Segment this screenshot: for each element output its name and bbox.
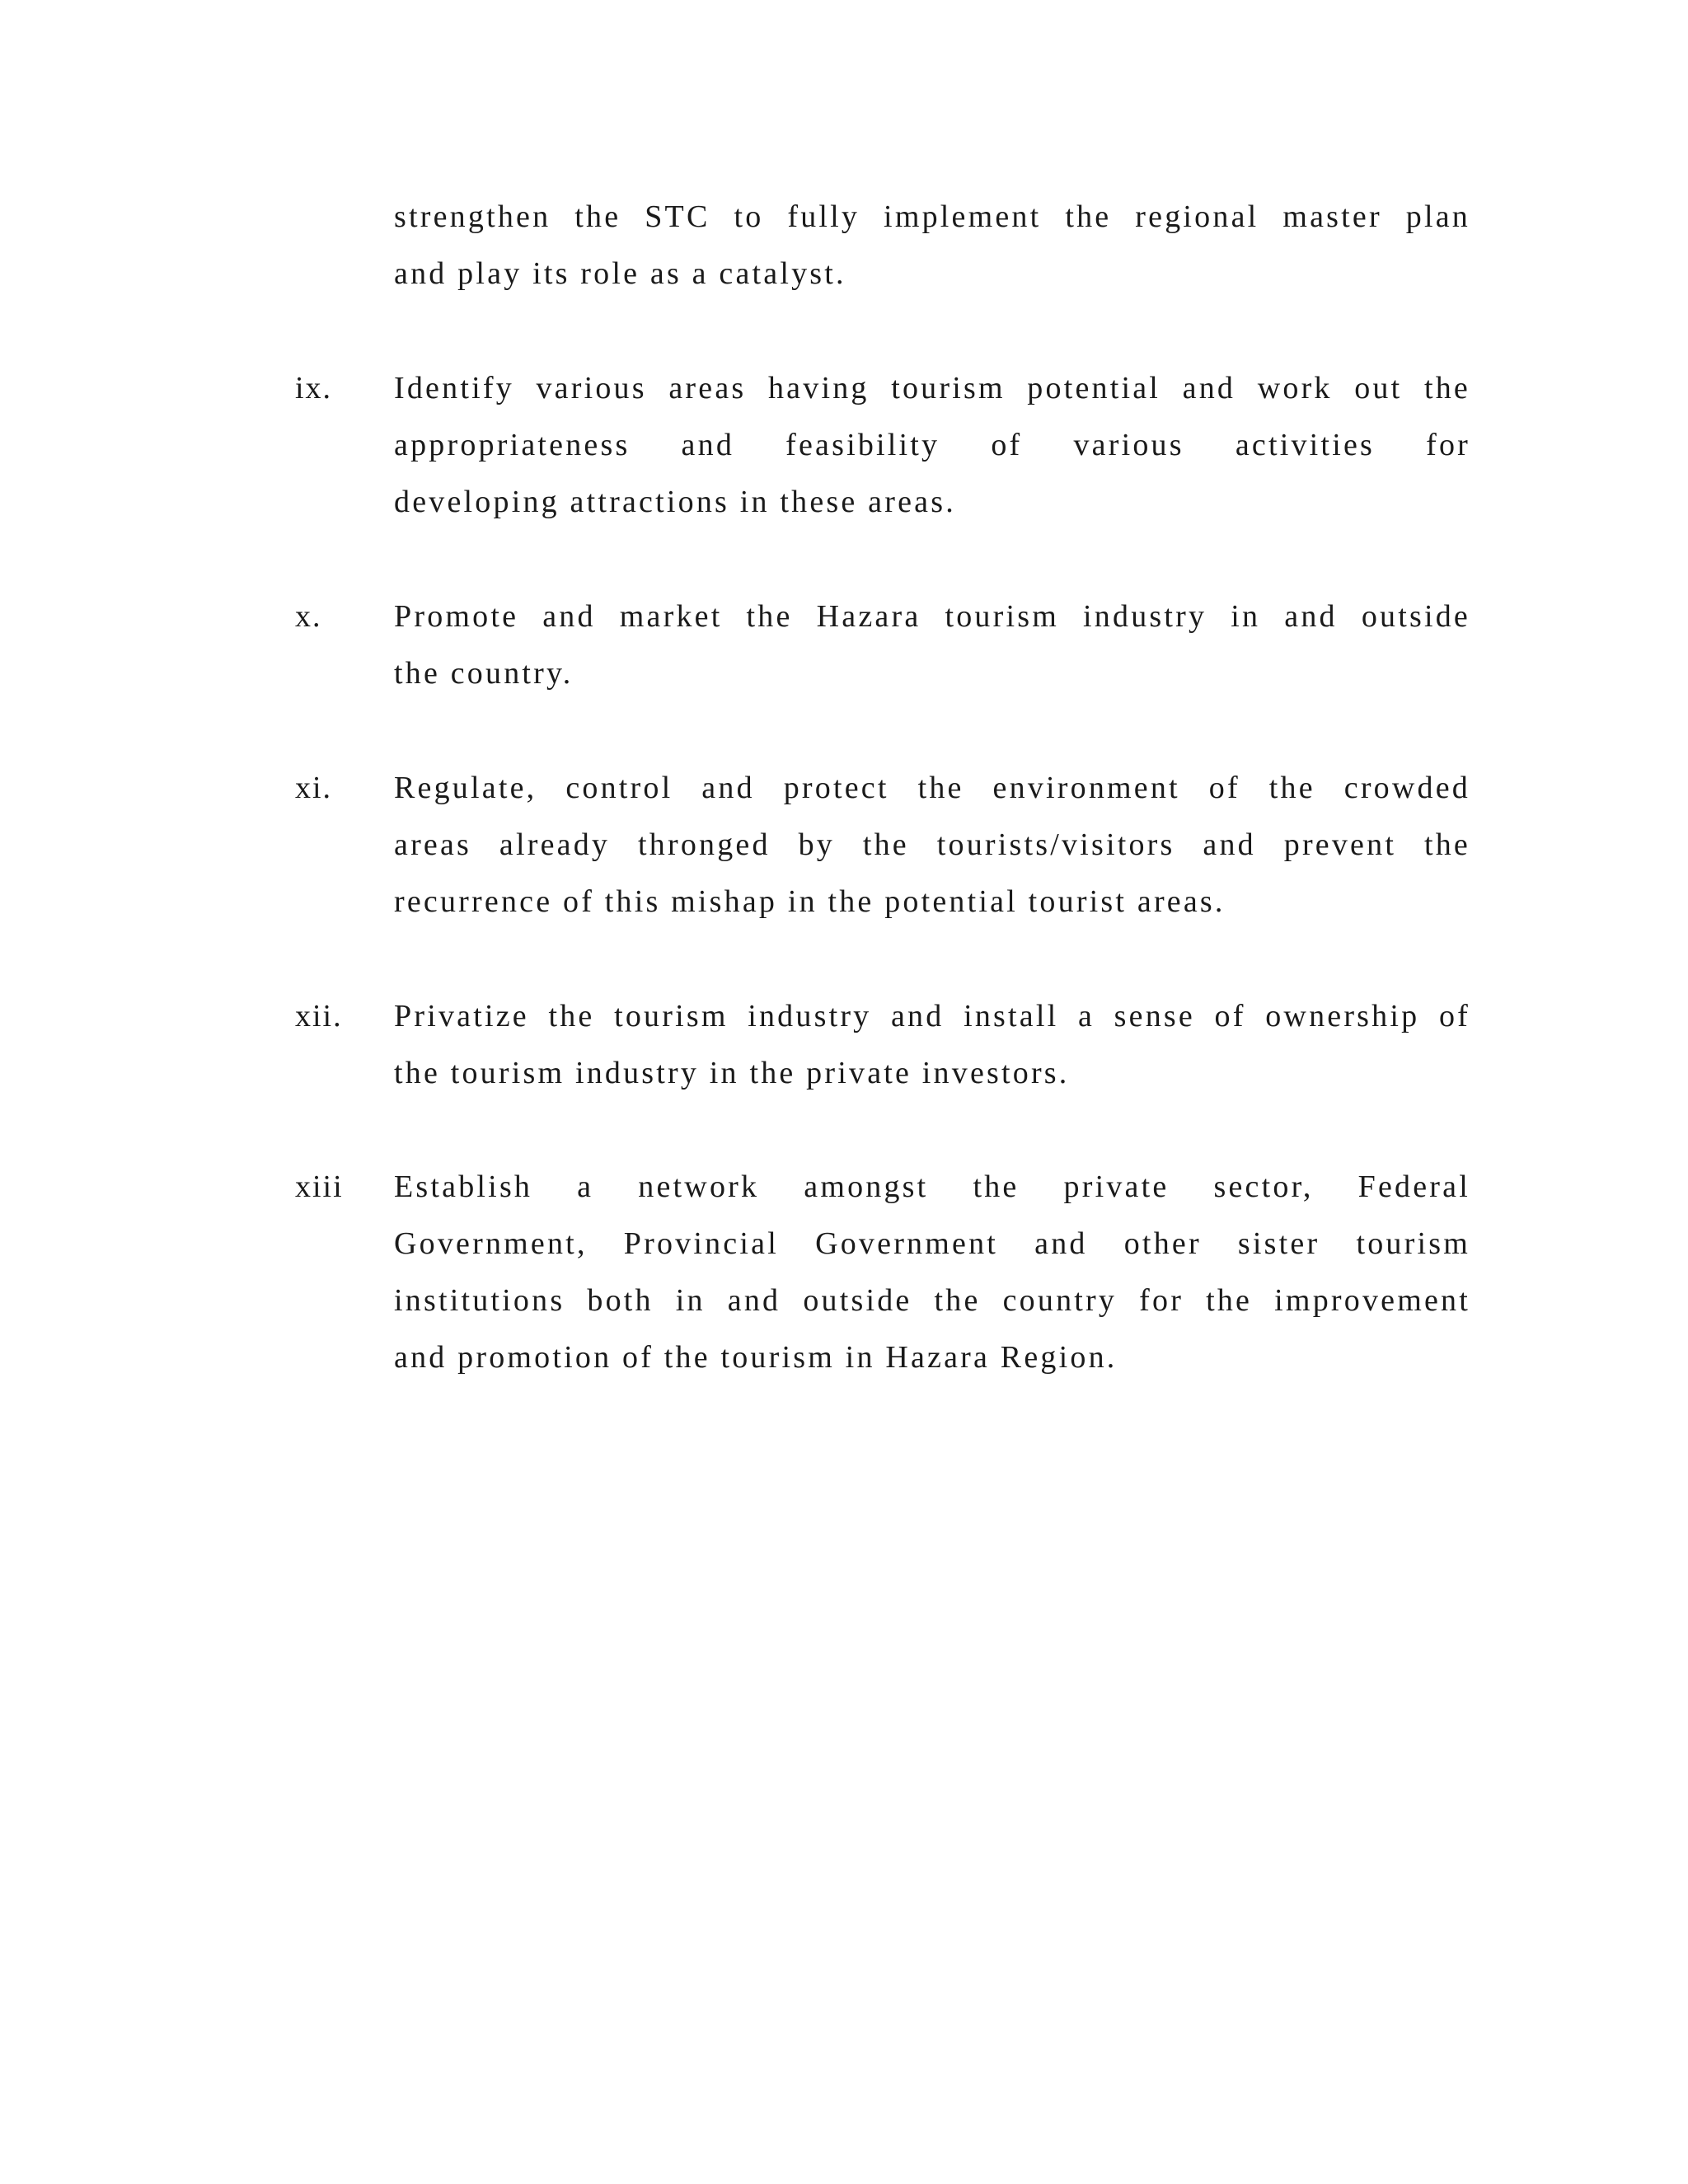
item-xi-line-2: areas already thronged by the tourists/visitors and prevent the <box>394 827 1470 862</box>
item-marker-xi: xi. <box>295 771 333 805</box>
item-ix-line-2: appropriateness and feasibility of various activities for <box>394 428 1470 462</box>
continuation-line-1: strengthen the STC to fully implement the regional master plan <box>394 199 1470 234</box>
item-xiii-line-2: Government, Provincial Government and other sister tourism <box>394 1226 1470 1261</box>
item-x-line-1: Promote and market the Hazara tourism industry in and outside <box>394 599 1470 634</box>
continuation-line-2: and play its role as a catalyst. <box>394 256 846 291</box>
item-xiii-line-3: institutions both in and outside the country for the improvement <box>394 1283 1470 1318</box>
item-x-line-2: the country. <box>394 656 574 691</box>
item-xiii-line-1: Establish a network amongst the private sector, Federal <box>394 1169 1470 1204</box>
item-marker-x: x. <box>295 599 322 634</box>
item-marker-xiii: xiii <box>295 1169 344 1204</box>
item-xiii-line-4: and promotion of the tourism in Hazara Region. <box>394 1340 1118 1375</box>
item-ix-line-3: developing attractions in these areas. <box>394 485 956 519</box>
item-xii-line-1: Privatize the tourism industry and install a sense of ownership of <box>394 999 1470 1033</box>
item-xii-line-2: the tourism industry in the private investors. <box>394 1056 1070 1090</box>
item-marker-ix: ix. <box>295 371 333 405</box>
item-xi-line-1: Regulate, control and protect the environment of the crowded <box>394 771 1470 805</box>
item-marker-xii: xii. <box>295 999 343 1033</box>
item-xi-line-3: recurrence of this mishap in the potential tourist areas. <box>394 884 1226 919</box>
item-ix-line-1: Identify various areas having tourism potential and work out the <box>394 371 1470 405</box>
